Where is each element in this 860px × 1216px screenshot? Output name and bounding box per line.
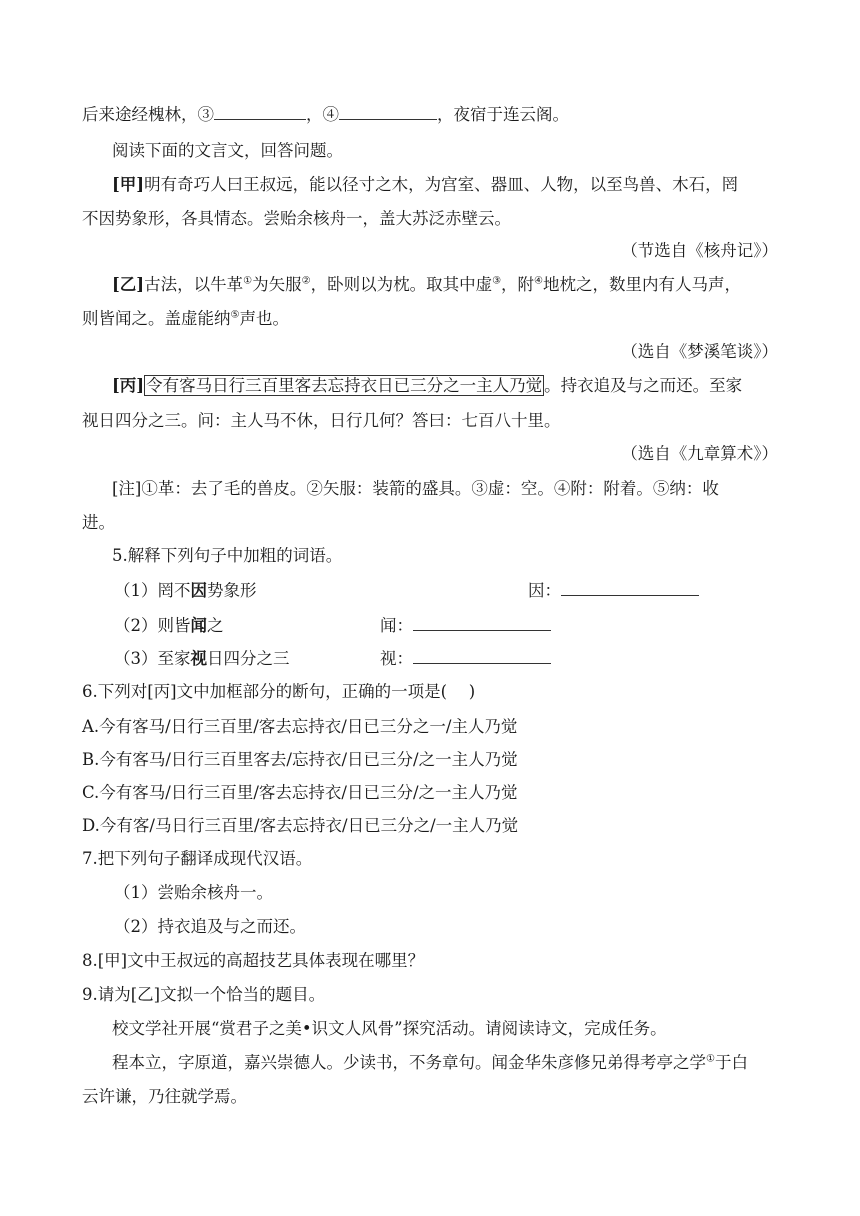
note-ref: ① bbox=[706, 1053, 715, 1065]
bold-word: 因 bbox=[190, 581, 207, 600]
note-ref: ④ bbox=[534, 275, 543, 287]
yi-line-1 bbox=[112, 274, 812, 296]
note-ref: ⑤ bbox=[230, 309, 240, 321]
q5-answer-1 bbox=[528, 580, 728, 602]
q6-title: 6.下列对[丙]文中加框部分的断句，正确的一项是( ) bbox=[82, 682, 476, 701]
q8-title: 8.[甲]文中王叔远的高超技艺具体表现在哪里？ bbox=[82, 951, 425, 970]
jia-line-2: 不因势象形，各具情态。尝贻余核舟一，盖大苏泛赤壁云。 bbox=[82, 209, 511, 228]
bing-tag: [丙] bbox=[112, 376, 145, 395]
blank-3[interactable] bbox=[214, 105, 306, 120]
text-tail: ，夜宿于连云阁。 bbox=[437, 105, 569, 124]
yi-line-2 bbox=[82, 308, 782, 330]
marker-3: ③ bbox=[197, 105, 214, 124]
cheng-text: 于白 bbox=[714, 1053, 748, 1072]
jia-source: （节选自《核舟记》） bbox=[621, 241, 778, 260]
instruction-read: 阅读下面的文言文，回答问题。 bbox=[112, 141, 343, 160]
q5-text: 之 bbox=[207, 616, 224, 635]
answer-label: 视： bbox=[380, 649, 413, 668]
bing-line-2: 视日四分之三。问：主人马不休，日行几何？答曰：七百八十里。 bbox=[82, 411, 561, 430]
note-ref: ③ bbox=[492, 275, 502, 287]
q5-answer-3 bbox=[380, 648, 580, 670]
q7-item-1: （1）尝贻余核舟一。 bbox=[114, 883, 273, 902]
text-sep: ， bbox=[306, 105, 323, 124]
note-ref: ② bbox=[301, 275, 311, 287]
yi-text: ，卧则以为枕。取其中虚 bbox=[310, 275, 493, 294]
yi-text: 声也。 bbox=[239, 309, 289, 328]
activity-intro: 校文学社开展“赏君子之美•识文人风骨”探究活动。请阅读诗文，完成任务。 bbox=[112, 1019, 667, 1038]
yi-text: ，附 bbox=[501, 275, 535, 294]
notes-line-1: [注]①革：去了毛的兽皮。②矢服：装箭的盛具。③虚：空。④附：附着。⑤纳：收 bbox=[112, 479, 719, 498]
bold-word: 视 bbox=[190, 649, 207, 668]
yi-text: 则皆闻之。盖虚能纳 bbox=[82, 309, 231, 328]
blank-4[interactable] bbox=[339, 105, 437, 120]
q5-text: （2）则皆 bbox=[114, 616, 191, 635]
q5-title: 5.解释下列句子中加粗的词语。 bbox=[112, 546, 343, 565]
bing-source: （选自《九章算术》） bbox=[621, 444, 778, 463]
note-ref: ① bbox=[243, 275, 253, 287]
bing-line-1 bbox=[112, 375, 812, 397]
answer-blank[interactable] bbox=[413, 649, 551, 664]
jia-line-1 bbox=[112, 174, 812, 196]
marker-4: ④ bbox=[322, 105, 339, 124]
q9-title: 9.请为[乙]文拟一个恰当的题目。 bbox=[82, 985, 326, 1004]
q5-text: 日四分之三 bbox=[207, 649, 290, 668]
q5-text: （3）至家 bbox=[114, 649, 191, 668]
answer-label: 因： bbox=[528, 581, 561, 600]
yi-text: 为矢服 bbox=[252, 275, 302, 294]
bing-text: 。持衣追及与之而还。至家 bbox=[544, 376, 743, 395]
cheng-line-2: 云许谦，乃往就学焉。 bbox=[82, 1087, 247, 1106]
q7-title: 7.把下列句子翻译成现代汉语。 bbox=[82, 849, 313, 868]
answer-blank[interactable] bbox=[413, 616, 551, 631]
jia-text-1: 明有奇巧人曰王叔远，能以径寸之木，为宫室、器皿、人物，以至鸟兽、木石，罔 bbox=[144, 175, 739, 194]
passage-line-1 bbox=[82, 104, 782, 126]
notes-line-2: 进。 bbox=[82, 513, 115, 532]
answer-label: 闻： bbox=[380, 616, 413, 635]
yi-text: 地枕之，数里内有人马声， bbox=[543, 275, 741, 294]
yi-text: 古法，以牛革 bbox=[144, 275, 244, 294]
q7-item-2: （2）持衣追及与之而还。 bbox=[114, 917, 306, 936]
text-lead: 后来途经槐林， bbox=[82, 105, 198, 124]
yi-source: （选自《梦溪笔谈》） bbox=[621, 342, 778, 361]
q6-option-a[interactable]: A.今有客马/日行三百里/客去忘持衣/日已三分之一/主人乃觉 bbox=[82, 717, 518, 736]
q5-text: （1）罔不 bbox=[114, 581, 191, 600]
bold-word: 闻 bbox=[190, 616, 207, 635]
yi-tag: [乙] bbox=[112, 275, 145, 294]
q6-option-c[interactable]: C.今有客马/日行三百里/客去忘持衣/日已三分/之一主人乃觉 bbox=[82, 783, 518, 802]
jia-tag: [甲] bbox=[112, 175, 145, 194]
cheng-text: 程本立，字原道，嘉兴崇德人。少读书，不务章句。闻金华朱彦修兄弟得考亭之学 bbox=[112, 1053, 706, 1072]
boxed-sentence: 令有客马日行三百里客去忘持衣日已三分之一主人乃觉 bbox=[146, 376, 543, 395]
q5-answer-2 bbox=[380, 615, 580, 637]
q6-option-b[interactable]: B.今有客马/日行三百里客去/忘持衣/日已三分/之一主人乃觉 bbox=[82, 750, 518, 769]
q5-text: 势象形 bbox=[207, 581, 257, 600]
q6-option-d[interactable]: D.今有客/马日行三百里/客去忘持衣/日已三分之/一主人乃觉 bbox=[82, 816, 519, 835]
cheng-line-1 bbox=[112, 1052, 812, 1074]
answer-blank[interactable] bbox=[561, 581, 699, 596]
